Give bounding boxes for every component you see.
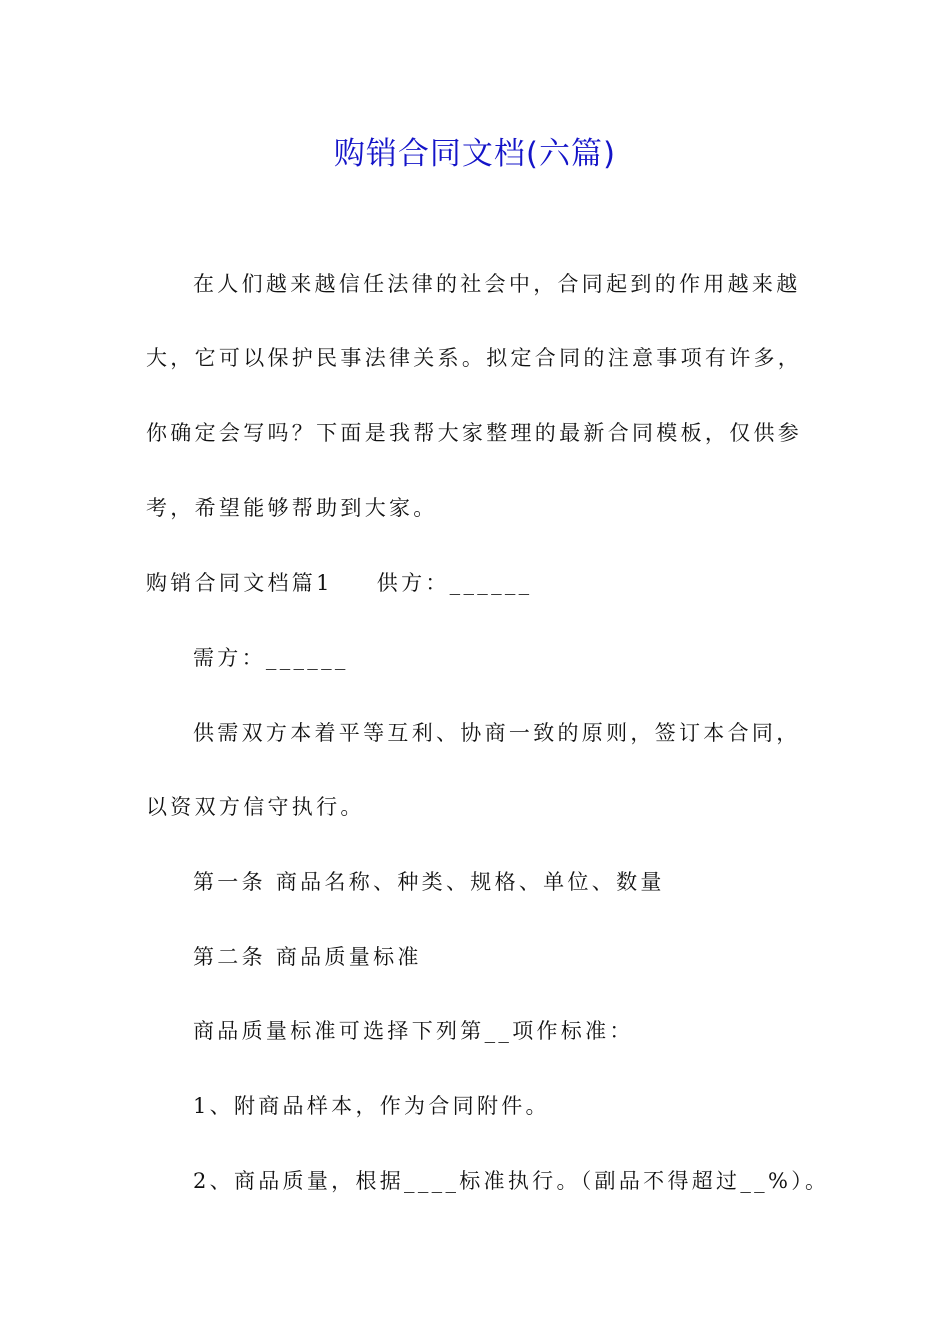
quality-intro: 商品质量标准可选择下列第__项作标准： [193,1019,634,1043]
intro-line-3: 你确定会写吗？下面是我帮大家整理的最新合同模板，仅供参 [146,421,803,445]
document-title: 购销合同文档(六篇) [333,136,617,172]
item-2: 2、商品质量，根据____标准执行。（副品不得超过__%）。 [193,1169,830,1193]
principle-line-1: 供需双方本着平等互利、协商一致的原则，签订本合同， [193,721,801,745]
principle-line-2: 以资双方信守执行。 [146,795,365,819]
article-2: 第二条 商品质量标准 [193,945,422,969]
item-1: 1、附商品样本，作为合同附件。 [193,1094,550,1118]
intro-line-1: 在人们越来越信任法律的社会中，合同起到的作用越来越 [193,272,801,296]
buyer-line: 需方：______ [193,646,349,670]
article-1: 第一条 商品名称、种类、规格、单位、数量 [193,870,665,894]
intro-line-4: 考，希望能够帮助到大家。 [146,496,438,520]
intro-line-2: 大，它可以保护民事法律关系。拟定合同的注意事项有许多， [146,346,803,370]
section-heading-line [146,565,532,601]
section-heading: 购销合同文档篇1 [146,571,333,595]
supplier-line: 供方：______ [376,571,533,595]
